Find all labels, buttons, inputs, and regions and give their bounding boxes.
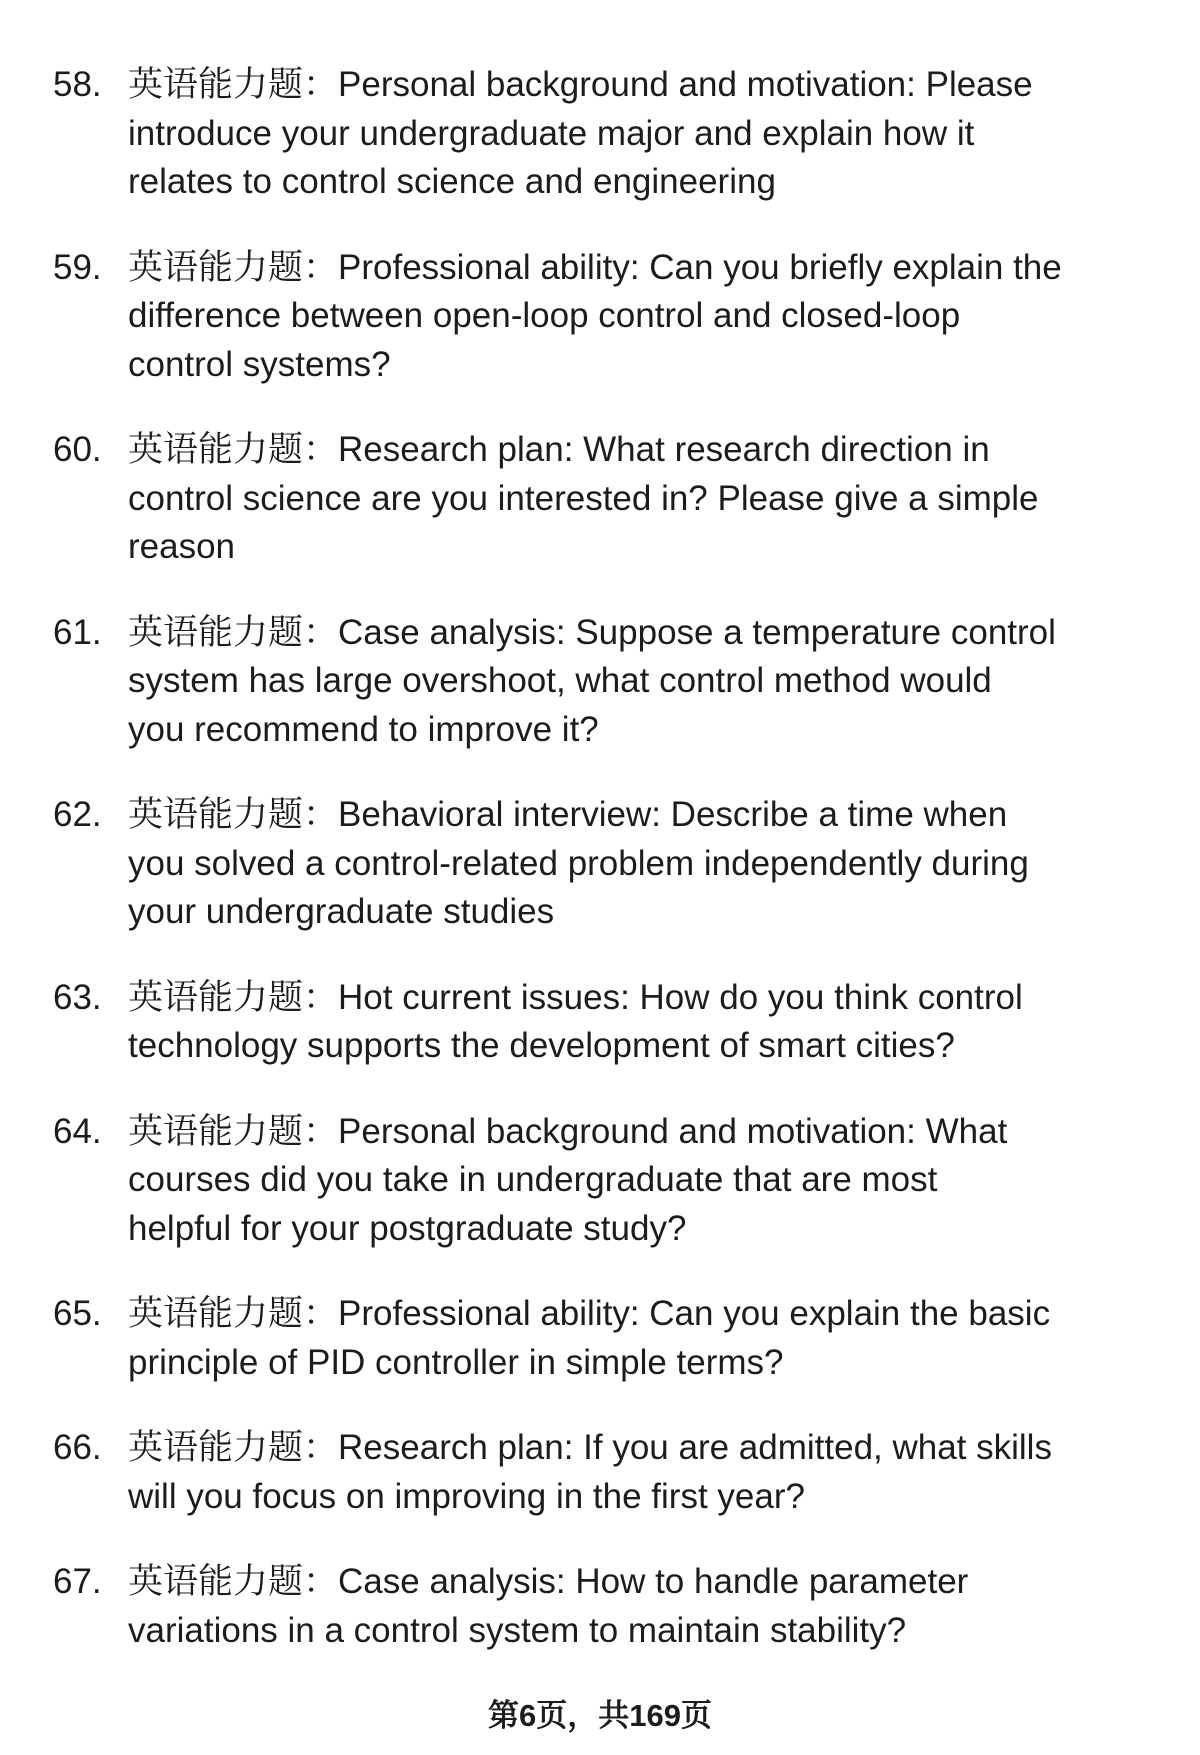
question-line (128, 1473, 1200, 1522)
question-text (128, 1558, 1200, 1655)
question-item (0, 61, 1200, 207)
question-text (128, 61, 1200, 207)
question-number: 63. (53, 977, 102, 1017)
question-line-text: courses did you take in undergraduate that are most (128, 1160, 938, 1199)
question-item (0, 1558, 1200, 1655)
question-line (128, 706, 1200, 755)
question-line (128, 1607, 1200, 1656)
question-text (128, 1108, 1200, 1254)
question-text (128, 1290, 1200, 1387)
question-item (0, 244, 1200, 390)
question-line-text: Case analysis: How to handle parameter (338, 1562, 969, 1601)
question-line-text: relates to control science and engineering (128, 162, 776, 201)
question-line (128, 1424, 1200, 1473)
question-line-text: introduce your undergraduate major and explain how it (128, 113, 975, 153)
question-category: 英语能力题： (128, 612, 339, 652)
question-line (128, 158, 1200, 207)
question-category: 英语能力题： (128, 1562, 339, 1601)
question-line-text: your undergraduate studies (128, 892, 555, 931)
question-number: 67. (53, 1562, 102, 1601)
question-line-text: principle of PID controller in simple terms? (128, 1342, 784, 1382)
question-line-text: Personal background and motivation: What (338, 1111, 1008, 1151)
question-text (128, 1424, 1200, 1521)
page-number-footer: 第6页，共169页 (488, 1698, 712, 1733)
question-number: 58. (53, 65, 102, 104)
question-category: 英语能力题： (128, 977, 339, 1017)
question-category: 英语能力题： (128, 1428, 339, 1467)
question-line (128, 1108, 1200, 1157)
question-line-text: variations in a control system to maintain stability? (128, 1610, 907, 1650)
question-line-text: Case analysis: Suppose a temperature control (338, 612, 1056, 652)
question-line-text: you solved a control-related problem independently during (128, 843, 1029, 883)
question-line-text: control science are you interested in? Please give a simple (128, 478, 1039, 518)
question-category: 英语能力题： (128, 1294, 339, 1333)
question-item (0, 609, 1200, 755)
question-line-text: difference between open-loop control and closed-loop (128, 296, 961, 335)
question-line-text: technology supports the development of smart cities? (128, 1026, 955, 1065)
question-line (128, 609, 1200, 658)
question-line-text: Hot current issues: How do you think control (338, 977, 1023, 1017)
question-line-text: Professional ability: Can you briefly explain the (338, 247, 1062, 287)
question-number: 64. (53, 1111, 102, 1151)
question-line (128, 1558, 1200, 1607)
question-line-text: Professional ability: Can you explain the basic (338, 1294, 1051, 1333)
question-item (0, 974, 1200, 1071)
question-line-text: reason (128, 527, 236, 566)
question-item (0, 1290, 1200, 1387)
question-number: 62. (53, 795, 102, 834)
question-line (128, 341, 1200, 390)
question-text (128, 791, 1200, 937)
question-category: 英语能力题： (128, 247, 339, 287)
question-number: 61. (53, 612, 102, 652)
question-line-text: Research plan: If you are admitted, what skills (338, 1428, 1052, 1467)
question-text (128, 609, 1200, 755)
question-item (0, 791, 1200, 937)
question-line-text: helpful for your postgraduate study? (128, 1208, 687, 1248)
question-number: 60. (53, 430, 102, 469)
question-line-text: Personal background and motivation: Please (338, 65, 1033, 104)
question-category: 英语能力题： (128, 430, 339, 469)
question-line (128, 974, 1200, 1023)
question-line (128, 1156, 1200, 1205)
question-line (128, 426, 1200, 475)
question-item (0, 1424, 1200, 1521)
question-line (128, 475, 1200, 524)
question-line (128, 1339, 1200, 1388)
question-item (0, 1108, 1200, 1254)
question-line (128, 657, 1200, 706)
question-line-text: you recommend to improve it? (128, 709, 599, 749)
question-line-text: control systems? (128, 344, 391, 384)
question-line-text: system has large overshoot, what control method would (128, 661, 992, 700)
question-line (128, 1022, 1200, 1071)
question-item (0, 426, 1200, 572)
question-number: 66. (53, 1428, 102, 1467)
question-text (128, 974, 1200, 1071)
question-category: 英语能力题： (128, 65, 339, 104)
question-category: 英语能力题： (128, 795, 339, 834)
question-line (128, 523, 1200, 572)
question-line (128, 888, 1200, 937)
question-line (128, 110, 1200, 159)
question-number: 59. (53, 247, 102, 287)
question-line (128, 1205, 1200, 1254)
question-line (128, 840, 1200, 889)
question-category: 英语能力题： (128, 1111, 339, 1151)
question-line (128, 244, 1200, 293)
question-text (128, 426, 1200, 572)
question-line (128, 1290, 1200, 1339)
question-list (0, 61, 1200, 1692)
question-line-text: Research plan: What research direction in (338, 430, 990, 469)
question-line-text: will you focus on improving in the first year? (128, 1476, 805, 1516)
question-number: 65. (53, 1294, 102, 1333)
question-line-text: Behavioral interview: Describe a time when (338, 795, 1008, 834)
question-line (128, 61, 1200, 110)
question-text (128, 244, 1200, 390)
question-line (128, 292, 1200, 341)
question-line (128, 791, 1200, 840)
